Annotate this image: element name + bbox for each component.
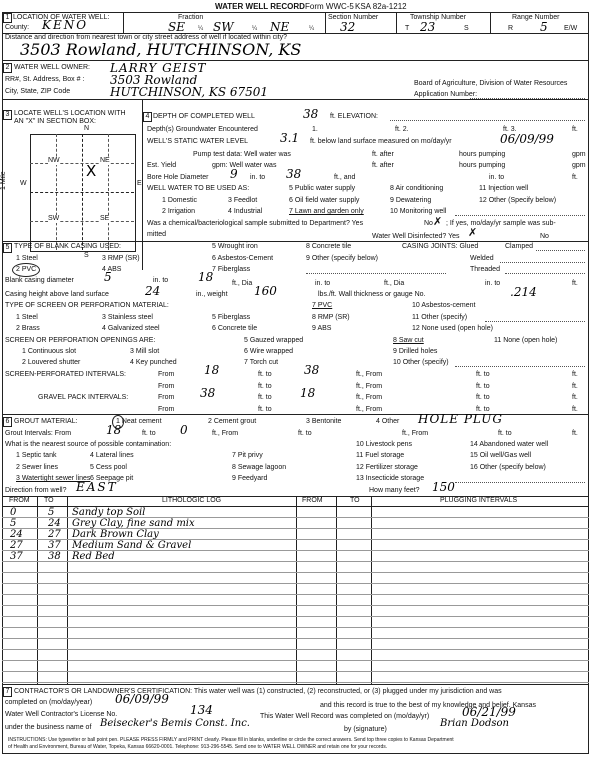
est-yield-label: Est. Yield <box>147 162 177 169</box>
casing-abs: 4 ABS <box>102 266 122 273</box>
log-from: 37 <box>10 551 23 562</box>
ft-from-label: ft., From <box>402 430 429 437</box>
static-level-rest: ft. below land surface measured on mo/day/yr <box>310 138 452 145</box>
casing-weight-value: 160 <box>254 284 277 298</box>
in-to-label: in. to <box>485 280 501 287</box>
screen-other: 11 Other (specify) <box>412 314 468 321</box>
contamination-label: What is the nearest source of possible contamination: <box>5 441 172 448</box>
screen-stainless: 3 Stainless steel <box>102 314 153 321</box>
opening-saw-cut: 8 Saw cut <box>393 337 424 344</box>
contam-seepage: 6 Seepage pit <box>90 475 134 482</box>
log-rule <box>2 583 589 584</box>
contam-insecticide: 13 Insecticide storage <box>356 475 425 482</box>
elevation-label: ft. ELEVATION: <box>330 113 378 120</box>
opening-wire: 6 Wire wrapped <box>244 348 294 355</box>
grout-to-value: 0 <box>180 423 188 437</box>
ft-to-label: ft. to <box>258 383 272 390</box>
use-industrial: 4 Industrial <box>228 208 263 215</box>
opening-louvered: 2 Louvered shutter <box>22 359 81 366</box>
locate-label-2: AN "X" IN SECTION BOX: <box>14 118 96 125</box>
ne-label: NE <box>100 157 110 164</box>
ft-to-label: ft. to <box>476 406 490 413</box>
quarter-2: SW <box>213 20 234 34</box>
log-description: Sandy top Soil <box>72 507 146 518</box>
instructions-line-1: INSTRUCTIONS: Use typewriter or ball point pen. PLEASE PRESS FIRMLY and PRINT clearly. Please fill in blanks, underline or circle the correct answers. Send top three copies to Kansas Department <box>8 737 454 743</box>
casing-height-value: 24 <box>145 284 161 298</box>
log-to: 27 <box>48 529 61 540</box>
depth-value: 38 <box>303 107 319 121</box>
instructions-line-2: of Health and Environment, Bureau of Water, Topeka, Kansas 66620-0001. Telephone: 913-296-5545. Send one to WATER WELL OWNER and retain one for your records. <box>8 744 388 750</box>
range-ew: E/W <box>564 25 578 32</box>
location-label: LOCATION OF WATER WELL: <box>13 14 110 21</box>
casing-other: 9 Other (specify below) <box>306 255 378 262</box>
contam-livestock: 10 Livestock pens <box>356 441 413 448</box>
gpm-water-label: gpm: Well water was <box>212 162 277 169</box>
groundwater-3: ft. 3. <box>503 126 517 133</box>
use-irrigation: 2 Irrigation <box>162 208 196 215</box>
grout-from-value: 18 <box>106 423 122 437</box>
casing-concrete-tile: 8 Concrete tile <box>306 243 352 250</box>
log-from: 0 <box>10 507 17 518</box>
form-title: WATER WELL RECORD <box>215 2 305 11</box>
range-prefix: R <box>508 25 514 32</box>
in-to-label: in. to <box>250 174 266 181</box>
log-to: 24 <box>48 518 61 529</box>
log-description: Red Bed <box>72 551 115 562</box>
use-monitoring: 10 Monitoring well <box>390 208 447 215</box>
after-label: ft. after <box>372 162 394 169</box>
ft-to-label: ft. to <box>258 394 272 401</box>
after-label: ft. after <box>372 151 394 158</box>
static-level-value: 3.1 <box>280 131 300 145</box>
log-rule <box>2 649 589 650</box>
disinfected-no: No <box>540 233 549 240</box>
casing-rmp: 3 RMP (SR) <box>102 255 140 262</box>
grout-neat-cement: 1 Neat cement <box>116 418 162 425</box>
county-label: County: <box>5 24 30 31</box>
address-value: 3503 Rowland <box>110 73 198 87</box>
chem-sample-question: Was a chemical/bacteriological sample submitted to Department? Yes <box>147 220 364 227</box>
bore-value: 9 <box>230 167 238 181</box>
log-header-plugging: PLUGGING INTERVALS <box>440 497 518 504</box>
contam-watertight-sewer: 3 Watertight sewer lines <box>16 475 91 482</box>
screen-galvanized: 4 Galvanized steel <box>102 325 160 332</box>
section-7-number: 7 <box>3 687 12 697</box>
log-to: 38 <box>48 551 61 562</box>
screen-steel: 1 Steel <box>16 314 38 321</box>
east-label: E <box>137 180 142 187</box>
range-value: 5 <box>540 20 548 34</box>
log-from: 5 <box>10 518 17 529</box>
hours-pumping-label: hours pumping <box>459 162 506 169</box>
opening-other: 10 Other (specify) <box>393 359 449 366</box>
business-name-label: under the business name of <box>5 724 92 731</box>
log-header-to-2: TO <box>350 497 360 504</box>
use-domestic: 1 Domestic <box>162 197 198 204</box>
gravel-from-value: 38 <box>200 386 216 400</box>
quarter-mark: ¼ <box>198 26 204 32</box>
application-number-label: Application Number: <box>414 91 478 98</box>
log-rule <box>2 660 589 661</box>
log-rule <box>2 572 589 573</box>
record-completed-value: 06/21/99 <box>462 705 516 719</box>
ksa-reference: KSA 82a-1212 <box>355 2 407 11</box>
direction-label: Direction from well? <box>5 487 67 494</box>
groundwater-1: 1. <box>312 126 318 133</box>
section-3-number: 3 <box>3 110 12 120</box>
bore-to-value: 38 <box>286 167 302 181</box>
log-description: Dark Brown Clay <box>72 529 159 540</box>
use-public: 5 Public water supply <box>289 185 356 192</box>
log-header-from: FROM <box>9 497 30 504</box>
screen-fiberglass: 5 Fiberglass <box>212 314 251 321</box>
log-to: 5 <box>48 507 55 518</box>
casing-diameter-to: 18 <box>198 270 214 284</box>
in-weight-label: in., weight <box>196 291 228 298</box>
contam-lateral: 4 Lateral lines <box>90 452 134 459</box>
ft-to-label: ft. to <box>298 430 312 437</box>
use-air: 8 Air conditioning <box>390 185 444 192</box>
from-label: From <box>158 394 175 401</box>
city-label: City, State, ZIP Code <box>5 88 71 95</box>
feet-value: 150 <box>432 480 455 494</box>
gauge-value: .214 <box>510 285 537 299</box>
contam-sewer: 2 Sewer lines <box>16 464 59 471</box>
opening-continuous: 1 Continuous slot <box>22 348 77 355</box>
log-rule <box>2 605 589 606</box>
grout-cement: 2 Cement grout <box>208 418 257 425</box>
grout-intervals-label: Grout Intervals: From <box>5 430 72 437</box>
gpm-label: gpm <box>572 151 586 158</box>
log-header-to: TO <box>44 497 54 504</box>
north-label: N <box>84 125 90 132</box>
ft-from-label: ft., From <box>356 394 383 401</box>
use-oil-field: 6 Oil field water supply <box>289 197 360 204</box>
casing-asbestos: 6 Asbestos-Cement <box>212 255 274 262</box>
ft-dia-label: ft., Dia <box>232 280 253 287</box>
township-label: Township Number <box>410 14 467 21</box>
sw-label: SW <box>48 215 60 222</box>
gpm-label: gpm <box>572 162 586 169</box>
ft-from-label: ft., From <box>212 430 239 437</box>
board-label: Board of Agriculture, Division of Water Resources <box>414 80 568 87</box>
casing-diameter-label: Blank casing diameter <box>5 277 74 284</box>
in-to-label: in. to <box>153 277 169 284</box>
section-4-number: 4 <box>143 112 152 122</box>
static-level-date: 06/09/99 <box>500 132 554 146</box>
contam-feedyard: 9 Feedyard <box>232 475 268 482</box>
grout-other: 4 Other <box>376 418 400 425</box>
disinfected-label: Water Well Disinfected? Yes <box>372 233 460 240</box>
screen-asbestos: 10 Asbestos-cement <box>412 302 476 309</box>
casing-diameter-value: 5 <box>104 270 112 284</box>
bore-label: Bore Hole Diameter <box>147 174 209 181</box>
opening-key: 4 Key punched <box>130 359 177 366</box>
section-number-value: 32 <box>340 20 356 34</box>
casing-wrought-iron: 5 Wrought iron <box>212 243 258 250</box>
contam-oil-gas: 15 Oil well/Gas well <box>470 452 532 459</box>
screen-none: 12 None used (open hole) <box>412 325 493 332</box>
openings-label: SCREEN OR PERFORATION OPENINGS ARE: <box>5 337 156 344</box>
use-injection: 11 Injection well <box>479 185 529 192</box>
section-5-number: 5 <box>3 243 12 253</box>
use-feedlot: 3 Feedlot <box>228 197 258 204</box>
ft-unit: ft. <box>572 174 578 181</box>
west-label: W <box>20 180 27 187</box>
section-2-number: 2 <box>3 63 12 73</box>
joints-clamped: Clamped <box>505 243 534 250</box>
ft-unit: ft. <box>572 394 578 401</box>
ft-unit: ft. <box>572 280 578 287</box>
ft-and-label: ft., and <box>334 174 356 181</box>
log-rule <box>2 627 589 628</box>
screen-brass: 2 Brass <box>16 325 40 332</box>
business-name-value: Beisecker's Bemis Const. Inc. <box>100 718 250 729</box>
screen-abs: 9 ABS <box>312 325 332 332</box>
screen-concrete: 6 Concrete tile <box>212 325 258 332</box>
screen-material-label: TYPE OF SCREEN OR PERFORATION MATERIAL: <box>5 302 169 309</box>
certification-text: CONTRACTOR'S OR LANDOWNER'S CERTIFICATION: This water well was (1) constructed, (2) reconstructed, or (3) plugged under my jurisdiction and was <box>14 688 502 695</box>
from-label: From <box>158 371 175 378</box>
casing-steel: 1 Steel <box>16 255 38 262</box>
address-label: RR#, St. Address, Box # : <box>5 76 85 83</box>
opening-drilled: 9 Drilled holes <box>393 348 438 355</box>
fraction-label: Fraction <box>178 14 204 21</box>
se-label: SE <box>100 215 110 222</box>
contam-cess-pool: 5 Cess pool <box>90 464 127 471</box>
mile-label: 1 Mile <box>0 171 7 190</box>
contam-abandoned-well: 14 Abandoned water well <box>470 441 549 448</box>
well-location-x: X <box>86 162 97 180</box>
casing-pvc: 2 PVC <box>16 266 37 273</box>
casing-joints-label: CASING JOINTS: Glued <box>402 243 479 250</box>
log-rule <box>2 638 589 639</box>
south-label: S <box>84 252 89 259</box>
owner-value: LARRY GEIST <box>110 61 207 75</box>
groundwater-2: ft. 2. <box>395 126 409 133</box>
section-6-number: 6 <box>3 417 12 427</box>
form-number: Form WWC-5 <box>305 2 354 11</box>
log-description: Medium Sand & Gravel <box>72 540 192 551</box>
log-to: 37 <box>48 540 61 551</box>
contam-fertilizer: 12 Fertilizer storage <box>356 464 418 471</box>
grout-bentonite: 3 Bentonite <box>306 418 342 425</box>
township-suffix: S <box>464 25 469 32</box>
contam-lagoon: 8 Sewage lagoon <box>232 464 287 471</box>
license-value: 134 <box>190 703 213 717</box>
ft-unit: ft. <box>572 406 578 413</box>
ft-unit: ft. <box>572 126 578 133</box>
ft-to-label: ft. to <box>476 371 490 378</box>
groundwater-label: Depth(s) Groundwater Encountered <box>147 126 258 133</box>
ft-unit: ft. <box>572 371 578 378</box>
contam-fuel: 11 Fuel storage <box>356 452 405 459</box>
ft-unit: ft. <box>572 430 578 437</box>
township-prefix: T <box>405 25 410 32</box>
ft-to-label: ft. to <box>142 430 156 437</box>
owner-label: WATER WELL OWNER: <box>14 64 90 71</box>
from-label: From <box>158 406 175 413</box>
quarter-mark: ¼ <box>309 26 315 32</box>
quarter-3: NE <box>270 20 290 34</box>
gravel-pack-label: GRAVEL PACK INTERVALS: <box>38 394 129 401</box>
disinfected-yes-check: ✗ <box>468 226 478 239</box>
grout-other-value: HOLE PLUG <box>418 412 503 426</box>
log-header-lithologic: LITHOLOGIC LOG <box>162 497 222 504</box>
log-rule <box>2 594 589 595</box>
screen-rmp: 8 RMP (SR) <box>312 314 350 321</box>
ft-unit: ft. <box>572 383 578 390</box>
contam-septic: 1 Septic tank <box>16 452 57 459</box>
chem-no-check: ✗ <box>433 215 443 228</box>
joints-threaded: Threaded <box>470 266 500 273</box>
use-dewatering: 9 Dewatering <box>390 197 432 204</box>
casing-pvc-circle <box>12 263 40 277</box>
log-rule <box>2 682 589 683</box>
static-level-label: WELL'S STATIC WATER LEVEL <box>147 138 249 145</box>
log-description: Grey Clay, fine sand mix <box>72 518 195 529</box>
casing-height-label: Casing height above land surface <box>5 291 109 298</box>
signature-value: Brian Dodson <box>440 718 509 729</box>
completed-label: completed on (mo/day/year) <box>5 699 93 706</box>
hours-pumping-label: hours pumping <box>459 151 506 158</box>
chem-sample-rest: ; If yes, mo/day/yr sample was sub- <box>446 220 556 227</box>
log-header-from-2: FROM <box>302 497 323 504</box>
signature-label: by (signature) <box>344 726 387 733</box>
section-1-number: 1 <box>3 13 12 23</box>
gravel-to-value: 18 <box>300 386 316 400</box>
screen-intervals-label: SCREEN-PERFORATED INTERVALS: <box>5 371 126 378</box>
contam-other: 16 Other (specify below) <box>470 464 546 471</box>
use-lawn-garden: 7 Lawn and garden only <box>289 208 364 215</box>
ft-from-label: ft., From <box>356 371 383 378</box>
quarter-mark: ¼ <box>252 26 258 32</box>
casing-fiberglass: 7 Fiberglass <box>212 266 251 273</box>
section-box <box>30 134 136 252</box>
ft-from-label: ft., From <box>356 383 383 390</box>
nw-label: NW <box>48 157 60 164</box>
completed-value: 06/09/99 <box>115 692 169 706</box>
grout-material-label: GROUT MATERIAL: <box>14 418 78 425</box>
opening-none: 11 None (open hole) <box>494 337 558 344</box>
city-value: HUTCHINSON, KS 67501 <box>110 85 269 99</box>
section-number-label: Section Number <box>328 14 379 21</box>
ft-to-label: ft. to <box>258 371 272 378</box>
depth-label: DEPTH OF COMPLETED WELL <box>153 113 255 120</box>
locate-label-1: LOCATE WELL'S LOCATION WITH <box>14 110 126 117</box>
quarter-1: SE <box>168 20 185 34</box>
ft-to-label: ft. to <box>476 394 490 401</box>
range-label: Range Number <box>512 14 560 21</box>
screen-pvc: 7 PVC <box>312 302 333 309</box>
distance-label: Distance and direction from nearest town or city street address of well if located within city? <box>5 34 288 41</box>
certification-text-2: and this record is true to the best of my knowledge and belief. Kansas <box>320 702 536 709</box>
direction-value: EAST <box>76 480 118 494</box>
ft-to-label: ft. to <box>258 406 272 413</box>
township-value: 23 <box>420 20 436 34</box>
blank-casing-label: TYPE OF BLANK CASING USED: <box>14 243 121 250</box>
license-label: Water Well Contractor's License No. <box>5 711 118 718</box>
from-label: From <box>158 383 175 390</box>
ft-to-label: ft. to <box>498 430 512 437</box>
log-from: 27 <box>10 540 23 551</box>
joints-welded: Welded <box>470 255 494 262</box>
how-many-feet-label: How many feet? <box>369 487 420 494</box>
chem-no: No <box>424 220 433 227</box>
use-label: WELL WATER TO BE USED AS: <box>147 185 250 192</box>
log-rule <box>2 671 589 672</box>
chem-mitted: mitted <box>147 231 167 238</box>
in-to-label: in. to <box>489 174 505 181</box>
opening-torch: 7 Torch cut <box>244 359 279 366</box>
distance-value: 3503 Rowland, HUTCHINSON, KS <box>20 40 302 59</box>
ft-to-label: ft. to <box>476 383 490 390</box>
ft-dia-label: ft., Dia <box>384 280 405 287</box>
log-from: 24 <box>10 529 23 540</box>
contam-pit-privy: 7 Pit privy <box>232 452 263 459</box>
opening-mill: 3 Mill slot <box>130 348 160 355</box>
county-value: KENO <box>42 18 89 32</box>
ft-from-label: ft., From <box>356 406 383 413</box>
wall-thickness-label: lbs./ft. Wall thickness or gauge No. <box>318 291 426 298</box>
record-completed-label: This Water Well Record was completed on (mo/day/yr) <box>260 713 430 720</box>
opening-gauzed: 5 Gauzed wrapped <box>244 337 304 344</box>
screen-to-value: 38 <box>304 363 320 377</box>
in-to-label: in. to <box>315 280 331 287</box>
use-other: 12 Other (Specify below) <box>479 197 557 204</box>
screen-from-value: 18 <box>204 363 220 377</box>
pump-test-label: Pump test data: Well water was <box>193 151 291 158</box>
log-rule <box>2 616 589 617</box>
